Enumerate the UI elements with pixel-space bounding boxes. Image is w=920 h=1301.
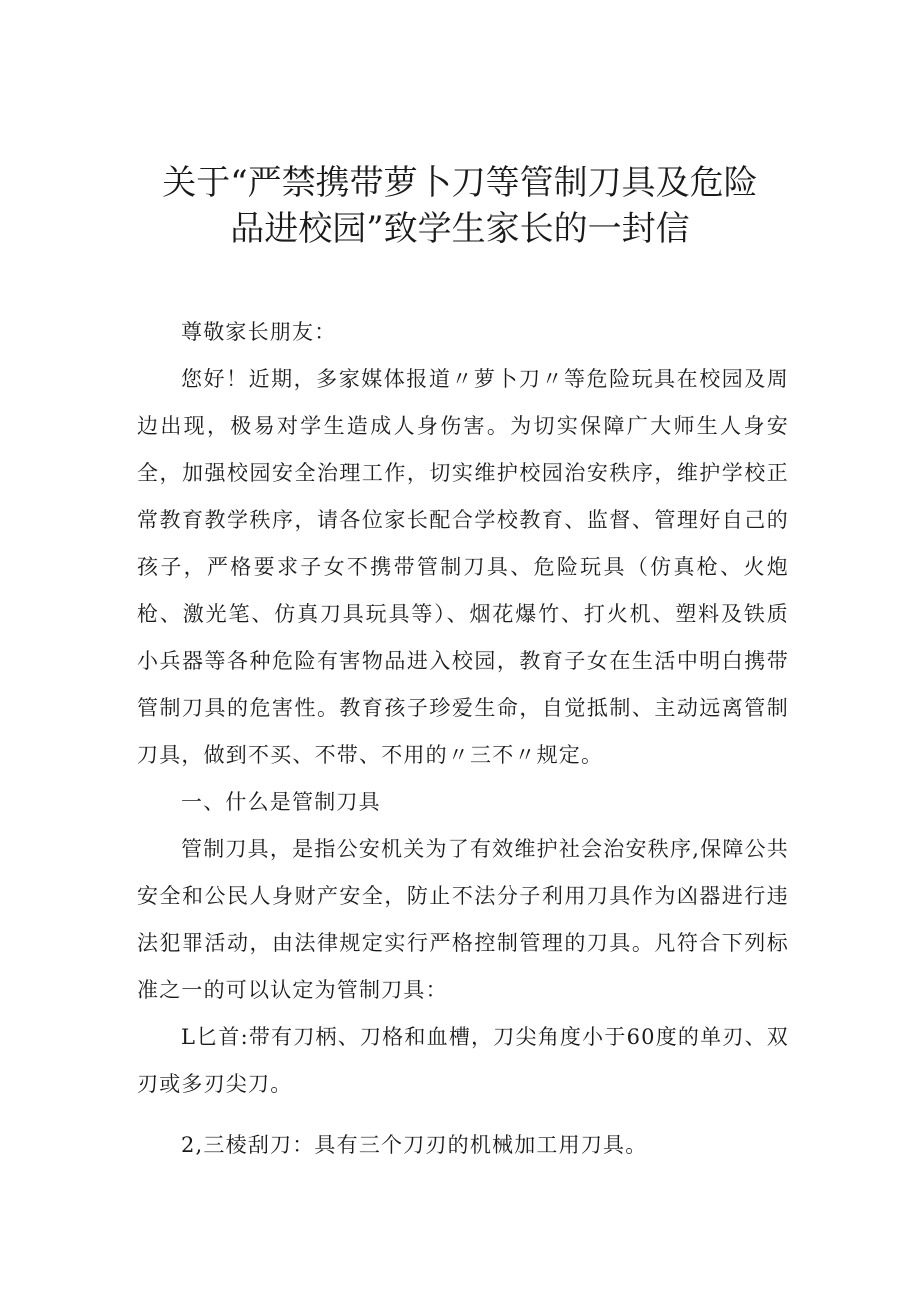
title-line-2: 品进校园”致学生家长的一封信: [230, 209, 690, 249]
salutation: 尊敬家长朋友：: [181, 320, 337, 344]
section-heading: 一、什么是管制刀具: [181, 790, 381, 814]
title-line-1: 关于“严禁携带萝卜刀等管制刀具及危险: [162, 163, 758, 203]
list-item-scraper: 2,三棱刮刀：具有三个刀刃的机械加工用刀具。: [181, 1133, 648, 1157]
document-title: [120, 160, 800, 252]
letter-body: [137, 309, 789, 1169]
definition-paragraph: 管制刀具，是指公安机关为了有效维护社会治安秩序,保障公共安全和公民人身财产安全，防止不法分子利用刀具作为凶器进行违法犯罪活动，由法律规定实行严格控制管理的刀具。凡符合下列标准之一的可以认定为管制刀具：: [137, 837, 789, 1002]
list-item-dagger: L匕首:带有刀柄、刀格和血槽，刀尖角度小于60度的单刃、双刃或多刃尖刀。: [137, 1025, 789, 1096]
intro-paragraph: 您好！近期，多家媒体报道〃萝卜刀〃等危险玩具在校园及周边出现，极易对学生造成人身伤害。为切实保障广大师生人身安全，加强校园安全治理工作，切实维护校园治安秩序，维护学校正常教育教学秩序，请各位家长配合学校教育、监督、管理好自己的孩子，严格要求子女不携带管制刀具、危险玩具（仿真枪、火炮枪、激光笔、仿真刀具玩具等）、烟花爆竹、打火机、塑料及铁质小兵器等各种危险有害物品进入校园，教育子女在生活中明白携带管制刀具的危害性。教育孩子珍爱生命，自觉抵制、主动远离管制刀具，做到不买、不带、不用的〃三不〃规定。: [137, 367, 789, 767]
